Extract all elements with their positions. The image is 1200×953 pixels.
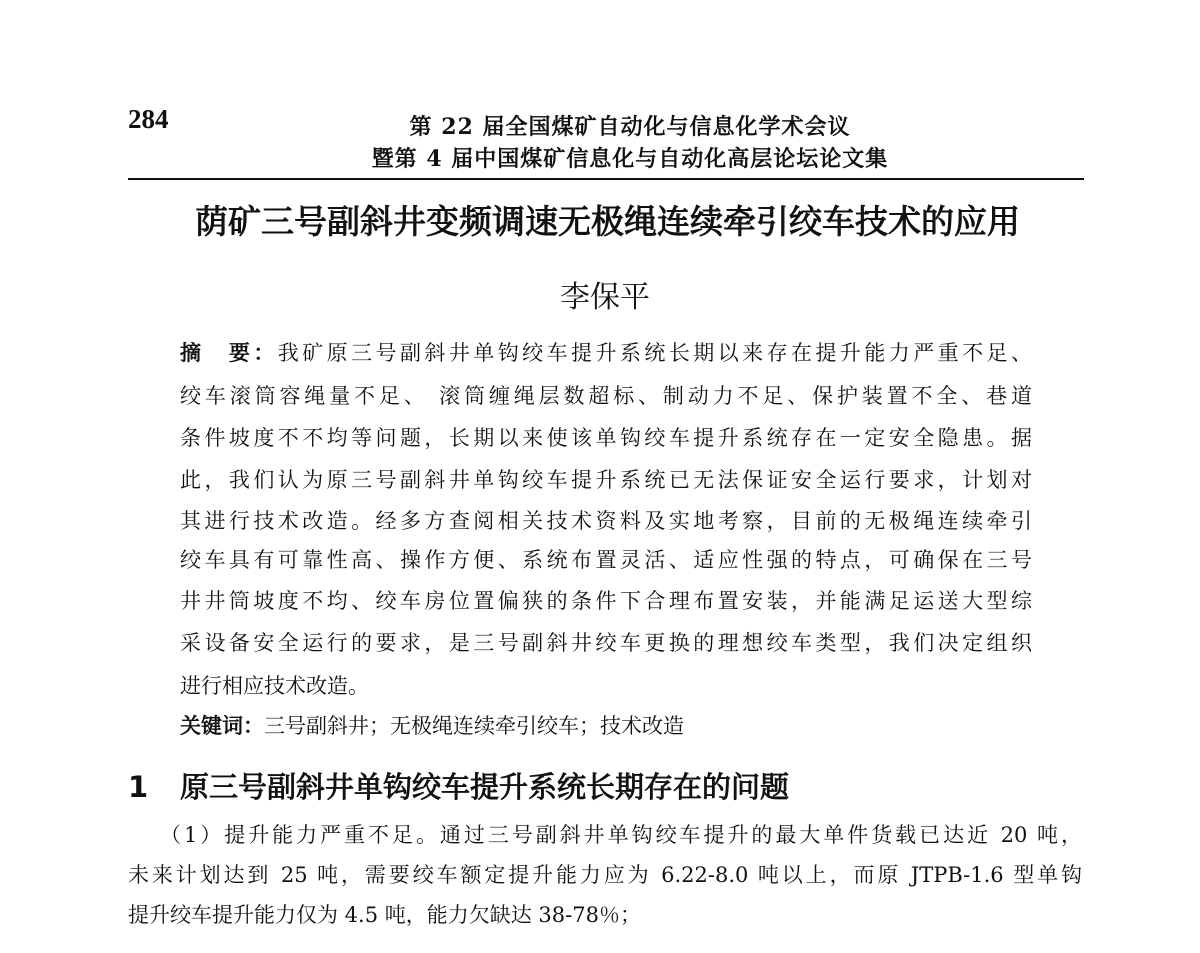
abstract-line: 进行相应技术改造。 [180, 674, 369, 698]
abstract-line: 绞车具有可靠性高、操作方便、系统布置灵活、适应性强的特点，可确保在三号 [180, 548, 1032, 572]
header-rule [128, 178, 1084, 180]
keywords [180, 710, 684, 740]
paper-title: 荫矿三号副斜井变频调速无极绳连续牵引绞车技术的应用 [195, 202, 1020, 241]
body-line: （1）提升能力严重不足。通过三号副斜井单钩绞车提升的最大单件货载已达近 20 吨， [160, 823, 1082, 847]
running-header-line2: 暨第 4 届中国煤矿信息化与自动化高层论坛论文集 [371, 146, 889, 172]
section-heading [128, 765, 789, 806]
abstract-line: 摘 要：我矿原三号副斜井单钩绞车提升系统长期以来存在提升能力严重不足、 [180, 341, 1032, 365]
page-number: 284 [128, 104, 169, 134]
abstract-line: 井井筒坡度不均、绞车房位置偏狭的条件下合理布置安装，并能满足运送大型综 [180, 589, 1032, 613]
keywords-text: 三号副斜井；无极绳连续牵引绞车；技术改造 [264, 714, 684, 738]
section-title: 原三号副斜井单钩绞车提升系统长期存在的问题 [180, 770, 790, 804]
abstract-line: 采设备安全运行的要求，是三号副斜井绞车更换的理想绞车类型，我们决定组织 [180, 631, 1032, 655]
abstract-line: 此，我们认为原三号副斜井单钩绞车提升系统已无法保证安全运行要求，计划对 [180, 468, 1032, 492]
body-line: 提升绞车提升能力仅为 4.5 吨，能力欠缺达 38-78％； [128, 903, 641, 927]
abstract-line: 其进行技术改造。经多方查阅相关技术资料及实地考察，目前的无极绳连续牵引 [180, 509, 1032, 533]
keywords-label: 关键词： [180, 714, 264, 738]
section-number: 1 [128, 770, 149, 804]
author: 李保平 [560, 280, 650, 315]
abstract-line: 条件坡度不不均等问题，长期以来使该单钩绞车提升系统存在一定安全隐患。据 [180, 426, 1032, 450]
abstract-line: 绞车滚筒容绳量不足、 滚筒缠绳层数超标、制动力不足、保护装置不全、巷道 [180, 384, 1032, 408]
body-line: 未来计划达到 25 吨，需要绞车额定提升能力应为 6.22-8.0 吨以上，而原 JTPB-1.6 型单钩 [128, 863, 1082, 887]
running-header-line1: 第 22 届全国煤矿自动化与信息化学术会议 [409, 114, 851, 140]
abstract-label: 摘 要： [180, 341, 278, 365]
